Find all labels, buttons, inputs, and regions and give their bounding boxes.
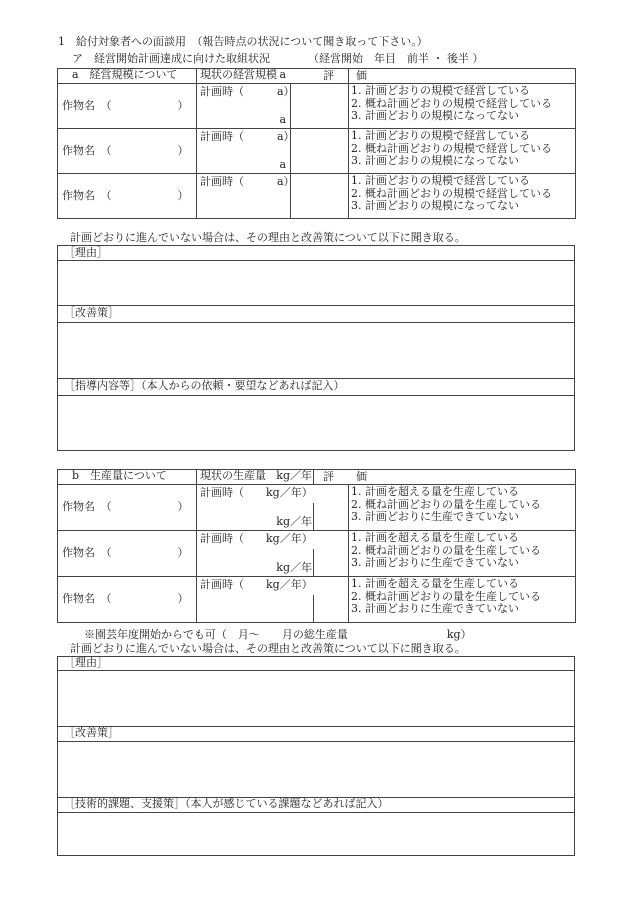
evaluation-options[interactable]: 1. 計画どおりの規模で経営している 2. 概ね計画どおりの規模で経営している 3. 計画どおりの規模になってない — [349, 84, 576, 129]
divider — [58, 741, 574, 742]
crop-name-field[interactable]: 作物名 （ ） — [58, 577, 197, 623]
divider — [313, 549, 314, 577]
notes-box-a — [57, 245, 575, 451]
divider — [58, 395, 574, 396]
crop-name-field[interactable]: 作物名 （ ） — [58, 485, 197, 531]
table-row — [58, 174, 576, 219]
section-title: 1 給付対象者への面談用 （報告時点の状況について聞き取って下さい。） — [58, 35, 428, 48]
reason-label: ［理由］ — [64, 246, 108, 259]
improvement-input-area[interactable] — [58, 322, 574, 377]
technical-issues-input-area[interactable] — [58, 812, 574, 855]
table-b-header-eval: 評 価 — [314, 470, 576, 485]
subsection-title: ア 経営開始計画達成に向けた取組状況 — [72, 52, 270, 65]
table-b-header-current: 現状の生産量 — [197, 470, 314, 485]
divider — [58, 670, 574, 671]
divider — [58, 726, 574, 727]
reason-label: ［理由］ — [64, 656, 108, 669]
evaluation-options[interactable]: 1. 計画どおりの規模で経営している 2. 概ね計画どおりの規模で経営している 3. 計画どおりの規模になってない — [349, 174, 576, 219]
crop-name-field[interactable]: 作物名 （ ） — [58, 84, 197, 129]
note-b-season: ※園芸年度開始からでも可（ 月～ 月の総生産量 kg） — [84, 628, 472, 641]
evaluation-options[interactable]: 1. 計画を超える量を生産している 2. 概ね計画どおりの量を生産している 3. 計画どおりに生産できていない — [349, 577, 576, 623]
table-row — [58, 577, 576, 623]
reason-input-area[interactable] — [58, 670, 574, 725]
guidance-label: ［指導内容等］（本人からの依頼・要望などあれば記入） — [64, 379, 345, 392]
table-a-management-scale — [57, 68, 576, 219]
table-b-header-item: b 生産量について — [58, 470, 197, 485]
improvement-label: ［改善策］ — [64, 306, 119, 319]
guidance-input-area[interactable] — [58, 395, 574, 450]
table-a-header-current: 現状の経営規模 — [197, 69, 349, 84]
improvement-input-area[interactable] — [58, 741, 574, 796]
evaluation-options[interactable]: 1. 計画どおりの規模で経営している 2. 概ね計画どおりの規模で経営している 3. 計画どおりの規模になってない — [349, 129, 576, 174]
note-a: 計画どおりに進んでいない場合は、その理由と改善策について以下に聞き取る。 — [70, 231, 466, 244]
divider — [58, 260, 574, 261]
plan-field[interactable]: 計画時（ kg／年） kg／年 — [197, 485, 349, 531]
notes-box-b — [57, 656, 575, 856]
plan-field[interactable]: 計画時（ kg／年） kg／年 — [197, 531, 349, 577]
evaluation-options[interactable]: 1. 計画を超える量を生産している 2. 概ね計画どおりの量を生産している 3. 計画どおりに生産できていない — [349, 531, 576, 577]
plan-field[interactable]: 計画時（ a） a — [197, 129, 291, 174]
divider — [58, 305, 574, 306]
current-value-field[interactable] — [291, 129, 349, 174]
table-row — [58, 84, 576, 129]
crop-name-field[interactable]: 作物名 （ ） — [58, 174, 197, 219]
crop-name-field[interactable]: 作物名 （ ） — [58, 531, 197, 577]
divider — [313, 595, 314, 623]
table-row — [58, 129, 576, 174]
evaluation-options[interactable]: 1. 計画を超える量を生産している 2. 概ね計画どおりの量を生産している 3. 計画どおりに生産できていない — [349, 485, 576, 531]
table-row — [58, 531, 576, 577]
table-row — [58, 485, 576, 531]
divider — [58, 812, 574, 813]
crop-name-field[interactable]: 作物名 （ ） — [58, 129, 197, 174]
plan-field[interactable]: 計画時（ a） a — [197, 84, 291, 129]
current-value-field[interactable] — [291, 174, 349, 219]
table-a-header-eval: 評 価 — [349, 69, 576, 84]
technical-issues-label: ［技術的課題、支援策］（本人が感じている課題などあれば記入） — [64, 797, 389, 810]
plan-field[interactable]: 計画時（ kg／年） kg／年 — [197, 577, 349, 623]
current-value-field[interactable] — [291, 84, 349, 129]
plan-field[interactable]: 計画時（ a） a — [197, 174, 291, 219]
table-a-header-item: a 経営規模について — [58, 69, 197, 84]
subsection-period: （経営開始 年目 前半 ・ 後半 ） — [308, 52, 484, 65]
divider — [313, 503, 314, 531]
note-b: 計画どおりに進んでいない場合は、その理由と改善策について以下に聞き取る。 — [70, 642, 466, 655]
divider — [58, 322, 574, 323]
reason-input-area[interactable] — [58, 260, 574, 304]
improvement-label: ［改善策］ — [64, 726, 119, 739]
table-b-production-volume — [57, 469, 576, 623]
